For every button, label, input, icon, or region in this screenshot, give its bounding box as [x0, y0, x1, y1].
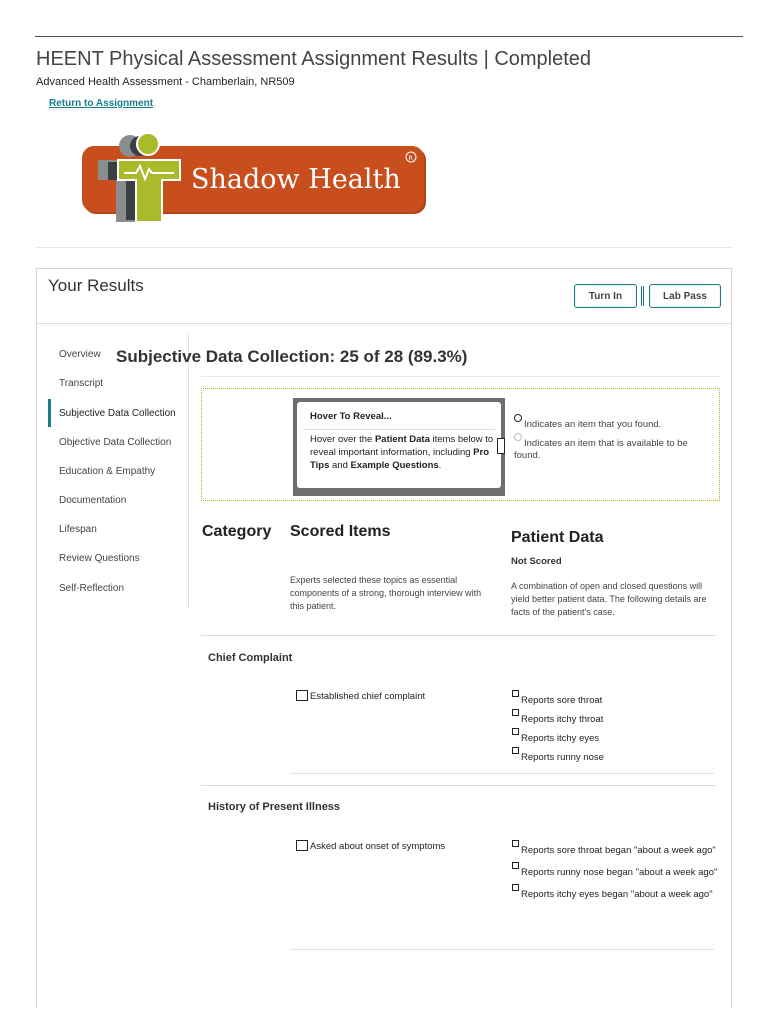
top-divider: [35, 36, 743, 37]
checkbox-icon: [512, 709, 519, 716]
section-divider: [201, 376, 720, 377]
found-circle-icon: [514, 414, 522, 422]
scored-item[interactable]: Established chief complaint: [296, 690, 425, 702]
shadow-health-logo: [78, 132, 428, 227]
nav-item-subjective-data-collection[interactable]: Subjective Data Collection: [59, 408, 176, 419]
patient-data-list: [512, 840, 722, 906]
available-circle-icon: [514, 433, 522, 441]
checkbox-icon: [296, 840, 308, 851]
panel-title: Your Results: [48, 276, 144, 295]
legend: [514, 414, 714, 462]
group-title-chief-complaint: Chief Complaint: [208, 652, 293, 664]
group-divider: [290, 773, 714, 774]
group-title-history-of-present-illness: History of Present Illness: [208, 801, 341, 813]
header-divider: [36, 247, 732, 248]
legend-available: Indicates an item that is available to be found.: [514, 438, 688, 461]
checkbox-icon: [512, 862, 519, 869]
legend-found: Indicates an item that you found.: [524, 419, 662, 430]
checkbox-icon: [512, 840, 519, 847]
hover-tip-body: Hover over the Patient Data items below to reveal important information, including Pro Tips and Example Questions.: [310, 434, 494, 471]
panel-header-divider: [37, 323, 731, 324]
section-title: Subjective Data Collection: 25 of 28 (89.3%): [116, 347, 468, 366]
page-subtitle: Advanced Health Assessment - Chamberlain, NR509: [36, 76, 295, 88]
scored-item[interactable]: Asked about onset of symptoms: [296, 840, 445, 852]
scored-items-description: Experts selected these topics as essential components of a strong, thorough interview with this patient.: [290, 575, 482, 611]
nav-item-lifespan[interactable]: Lifespan: [59, 524, 97, 535]
button-separator: [641, 286, 644, 306]
column-header-patient-data: Patient Data: [511, 529, 604, 546]
list-item[interactable]: Reports itchy throat: [512, 709, 722, 726]
patient-data-description: A combination of open and closed questions will yield better patient data. The following details are facts of the patient's case.: [511, 581, 707, 617]
nav-item-documentation[interactable]: Documentation: [59, 495, 127, 506]
list-item[interactable]: Reports runny nose: [512, 747, 722, 764]
checkbox-icon: [512, 884, 519, 891]
column-header-category: Category: [202, 523, 272, 540]
checkbox-icon: [512, 747, 519, 754]
sidebar-divider: [188, 334, 189, 609]
page-title: HEENT Physical Assessment Assignment Results | Completed: [36, 48, 592, 70]
checkbox-icon: [512, 728, 519, 735]
list-item[interactable]: Reports sore throat: [512, 690, 722, 707]
svg-text:R: R: [408, 155, 413, 162]
list-item[interactable]: Reports itchy eyes began "about a week ago": [512, 884, 722, 901]
nav-item-self-reflection[interactable]: Self-Reflection: [59, 583, 125, 594]
tip-pointer: [497, 438, 505, 454]
column-header-scored-items: Scored Items: [290, 523, 391, 540]
hover-tip-card: [293, 398, 505, 496]
turn-in-button[interactable]: Turn In: [574, 284, 637, 308]
nav-item-transcript[interactable]: Transcript: [59, 378, 104, 389]
nav-item-review-questions[interactable]: Review Questions: [59, 553, 140, 564]
group-divider: [290, 949, 714, 950]
row-divider: [201, 635, 716, 636]
return-to-assignment-link[interactable]: Return to Assignment: [49, 98, 154, 109]
list-item[interactable]: Reports itchy eyes: [512, 728, 722, 745]
nav-item-overview[interactable]: Overview: [59, 349, 101, 360]
nav-item-objective-data-collection[interactable]: Objective Data Collection: [59, 437, 172, 448]
list-item[interactable]: Reports runny nose began "about a week ago": [512, 862, 722, 879]
logo-text: Shadow Health: [191, 164, 401, 195]
nav-item-education-empathy[interactable]: Education & Empathy: [59, 466, 156, 477]
not-scored-label: Not Scored: [511, 556, 562, 567]
hover-tip-title: Hover To Reveal...: [310, 411, 392, 422]
row-divider: [201, 785, 716, 786]
list-item[interactable]: Reports sore throat began "about a week ago": [512, 840, 722, 857]
nav-active-indicator: [48, 399, 51, 427]
checkbox-icon: [296, 690, 308, 701]
patient-data-list: [512, 690, 722, 766]
lab-pass-button[interactable]: Lab Pass: [649, 284, 721, 308]
checkbox-icon: [512, 690, 519, 697]
